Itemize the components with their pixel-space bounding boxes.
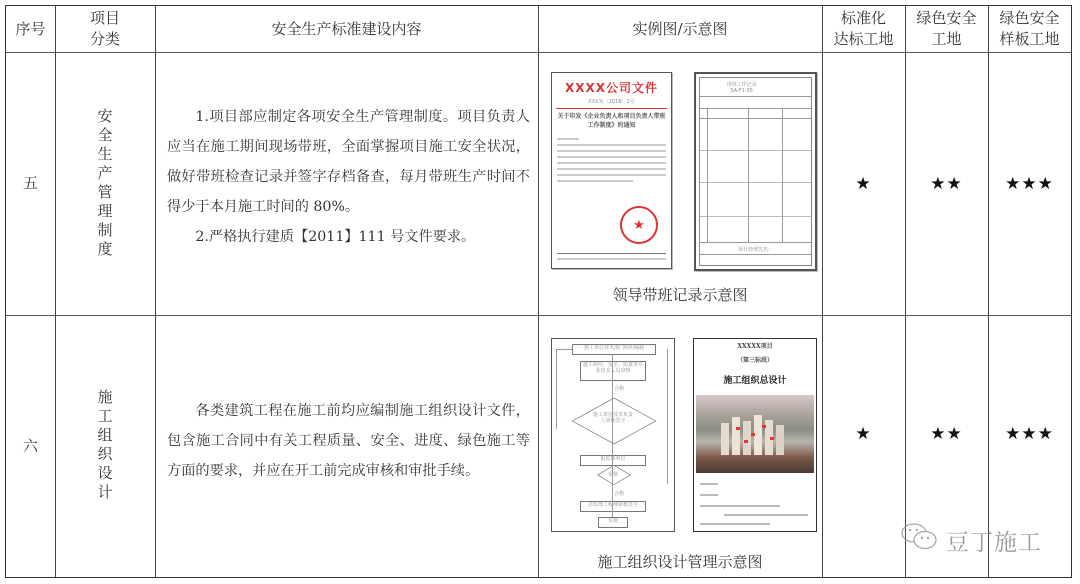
form-footer: 项目经理签名： [737, 247, 773, 253]
header-category-line1: 项目 [89, 9, 120, 27]
header-content: 安全生产标准建设内容 [271, 19, 422, 38]
rating-level2: ★★ [930, 424, 963, 444]
content-paragraph: 各类建筑工程在施工前均应编制施工组织设计文件，包含施工合同中有关工程质量、安全、进度、绿色施工等方面的要求，并应在开工前完成审核和审批手续。 [167, 403, 530, 479]
standards-table [5, 5, 1072, 578]
row-category-label: 安全生产管理制度 [95, 107, 114, 260]
row-content [155, 315, 538, 577]
header-level3-line1: 绿色安全 [999, 9, 1060, 27]
rating-level3: ★★★ [1005, 173, 1054, 194]
header-level2-line1: 绿色安全 [916, 9, 977, 27]
wechat-icon [900, 522, 940, 558]
flow-label: 合格 [614, 491, 625, 497]
flow-step: 施工单位技术部门组织编制 [572, 344, 656, 355]
watermark-text: 豆丁施工 [946, 529, 1042, 556]
red-seal-icon: ★ [620, 206, 658, 244]
shift-record-form-image [694, 72, 817, 271]
row-category [55, 52, 155, 315]
notice-heading: 关于印发《企业负责人和项目负责人带班工作制度》的通知 [557, 113, 666, 129]
row-example [538, 315, 822, 577]
flow-decision: 施工单位技术负责人审核签字 [592, 412, 633, 424]
row-category-label: 施工组织设计 [95, 389, 114, 503]
header-level2 [905, 6, 988, 52]
notice-title: XXXX公司文件 [564, 81, 658, 95]
cover-heading: 施工组织总设计 [723, 376, 787, 386]
rating-level3: ★★★ [1005, 424, 1054, 444]
approval-flowchart-image [551, 338, 675, 532]
form-number: SA-F1-35 [730, 88, 753, 94]
image-caption: 施工组织设计管理示意图 [597, 553, 763, 571]
watermark [900, 522, 1042, 558]
row-content [155, 52, 538, 315]
form-title: 带班工作记录 [726, 82, 757, 88]
building-rendering-image [696, 395, 814, 473]
cover-title: XXXXX项目 [737, 343, 773, 350]
row-category [55, 315, 155, 577]
header-level3 [988, 6, 1071, 52]
row-index: 五 [22, 174, 38, 192]
company-notice-image [551, 72, 672, 269]
image-caption: 领导带班记录示意图 [612, 286, 748, 304]
rating-level2: ★★ [930, 173, 963, 194]
header-level3-line2: 样板工地 [999, 30, 1060, 48]
header-category [55, 6, 155, 52]
header-example: 实例图/示意图 [632, 19, 728, 38]
header-level2-line2: 工地 [931, 30, 962, 48]
content-paragraph: 1.项目部应制定各项安全生产管理制度。项目负责人应当在施工期间现场带班，全面掌握项目施工安全状况，做好带班检查记录并签字存档备查，每月带班生产时间不得少于本月施工时间的 80%。 [167, 108, 530, 215]
row-index: 六 [22, 436, 38, 455]
header-level1-line1: 标准化 [840, 9, 886, 27]
flow-step: 报监理单位 [580, 455, 646, 466]
row-example [538, 52, 822, 315]
flow-decision: 审核 [607, 472, 618, 478]
flow-step: 总监理工程师审核签字 [580, 501, 646, 512]
rating-level1: ★ [855, 173, 872, 194]
notice-number: XXX发〔2018〕1号 [588, 99, 635, 105]
header-category-line2: 分类 [89, 30, 120, 48]
flow-label: 合格 [614, 386, 625, 392]
header-index: 序号 [15, 19, 46, 38]
construction-design-cover-image [693, 338, 817, 532]
header-level1-line2: 达标工地 [833, 30, 894, 48]
rating-level1: ★ [855, 424, 872, 444]
cover-subtitle: （第三标段） [736, 357, 773, 364]
flow-step: 施工组织、安全、质量等专业技术人员审核 [580, 361, 646, 381]
header-level1 [822, 6, 905, 52]
content-paragraph: 2.严格执行建质【2011】111 号文件要求。 [195, 228, 476, 245]
flow-step: 实施 [598, 517, 628, 528]
